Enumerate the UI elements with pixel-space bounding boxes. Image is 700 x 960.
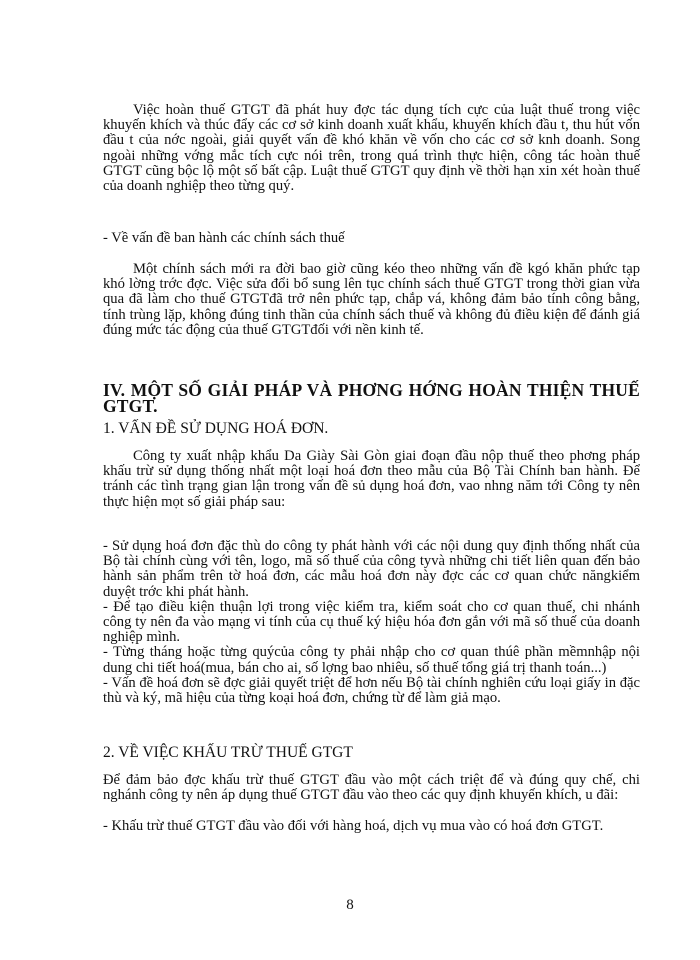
- paragraph-vat-refund: Việc hoàn thuế GTGT đã phát huy đợc tác dụng tích cực của luật thuế trong việc khuyến khích và thúc đẩy các cơ sở kinh doanh xuất khẩu, khuyến khích đầu t, thu hút vốn đầu t của nớc ngoài, giải quyết vấn đề khó khăn về vốn cho các cơ sở knh doanh. Song ngoài những vớng mắc tích cực nói trên, trong quá trình thực hiện, công tác hoàn thuế GTGT cũng bộc lộ một số bất cập. Luật thuế GTGT quy định về thời hạn xin xét hoàn thuế của doanh nghiệp theo từng quý.: [103, 102, 640, 195]
- subsection-1-intro: Công ty xuất nhập khẩu Da Giày Sài Gòn giai đoạn đầu nộp thuế theo phơng pháp khấu trừ sử dụng thống nhất một loại hoá đơn theo mẫu của Bộ Tài Chính ban hành. Để tránh các tình trạng gian lận trong vấn đề sủ dụng hoá đơn, vao nhng năm tới Công ty nên thực hiện mọt số giải pháp sau:: [103, 448, 640, 510]
- bullet-item: - Từng tháng hoặc từng quýcủa công ty phải nhập cho cơ quan thúê phần mềmnhập nội dung chi tiết hoá(mua, bán cho ai, số lợng bao nhiêu, số thuế tổng giá trị thanh toán...): [103, 644, 640, 676]
- paragraph-tax-policy: Một chính sách mới ra đời bao giờ cũng kéo theo những vấn đề kgó khăn phức tạp khó lờng trớc đợc. Việc sửa đổi bổ sung lên tục chính sách thuế GTGT trong thời gian vừa qua đã làm cho thuế GTGTđã trở nên phức tạp, chắp vá, không đảm bảo tính công bằng, tính trùng lặp, không đúng tinh thần của chính sách thuế và không đủ điều kiện để đánh giá đúng mức tác động của thuế GTGTđối với nền kinh tế.: [103, 261, 640, 338]
- section-heading-iv: IV. MỘT SỐ GIẢI PHÁP VÀ PHƠNG HỚNG HOÀN THIỆN THUẾ GTGT.: [103, 380, 640, 416]
- subsection-2-title: 2. VỀ VIỆC KHẤU TRỪ THUẾ GTGT: [103, 744, 353, 761]
- bullet-item: - Để tạo điều kiện thuận lợi trong việc kiểm tra, kiểm soát cho cơ quan thuế, chi nhánh công ty nên đa vào mạng vi tính của cụ thuế ký hiệu hóa đơn gắn với mã số thuế của doanh nghiệp mình.: [103, 598, 640, 646]
- subsection-1-bullet-list: [103, 539, 640, 706]
- page-number: 8: [346, 897, 354, 913]
- bullet-item: - Sử dụng hoá đơn đặc thù do công ty phát hành với các nội dung quy định thống nhất của Bộ tài chính cùng với tên, logo, mã số thuế của công tyvà những chi tiết liên quan đến bảo hành sản phẩm trên tờ hoá đơn, các mẫu hoá đơn này đợc các cơ quan chức năngkiểm duyệt trớc khi phát hành.: [103, 538, 640, 600]
- dash-heading-tax-policy: - Về vấn đề ban hành các chính sách thuế: [103, 230, 345, 246]
- subsection-2-bullet-list: [103, 819, 640, 834]
- subsection-1-title: 1. VẤN ĐỀ SỬ DỤNG HOÁ ĐƠN.: [103, 420, 329, 437]
- subsection-2-intro: Để đảm bảo đợc khấu trừ thuế GTGT đầu vào một cách triệt để và đúng quy chế, chi nghánh công ty nên áp dụng thuế GTGT đầu vào theo các quy định khuyến khích, u đãi:: [103, 772, 640, 804]
- bullet-item: - Khấu trừ thuế GTGT đầu vào đối với hàng hoá, dịch vụ mua vào có hoá đơn GTGT.: [103, 818, 604, 834]
- bullet-item: - Vấn đề hoá đơn sẽ đợc giải quyết triệt để hơn nếu Bộ tài chính nghiên cứu loại giấy in đặc thù và ký, mã hiệu của từng koại hoá đơn, chứng từ để làm giả mạo.: [103, 674, 640, 707]
